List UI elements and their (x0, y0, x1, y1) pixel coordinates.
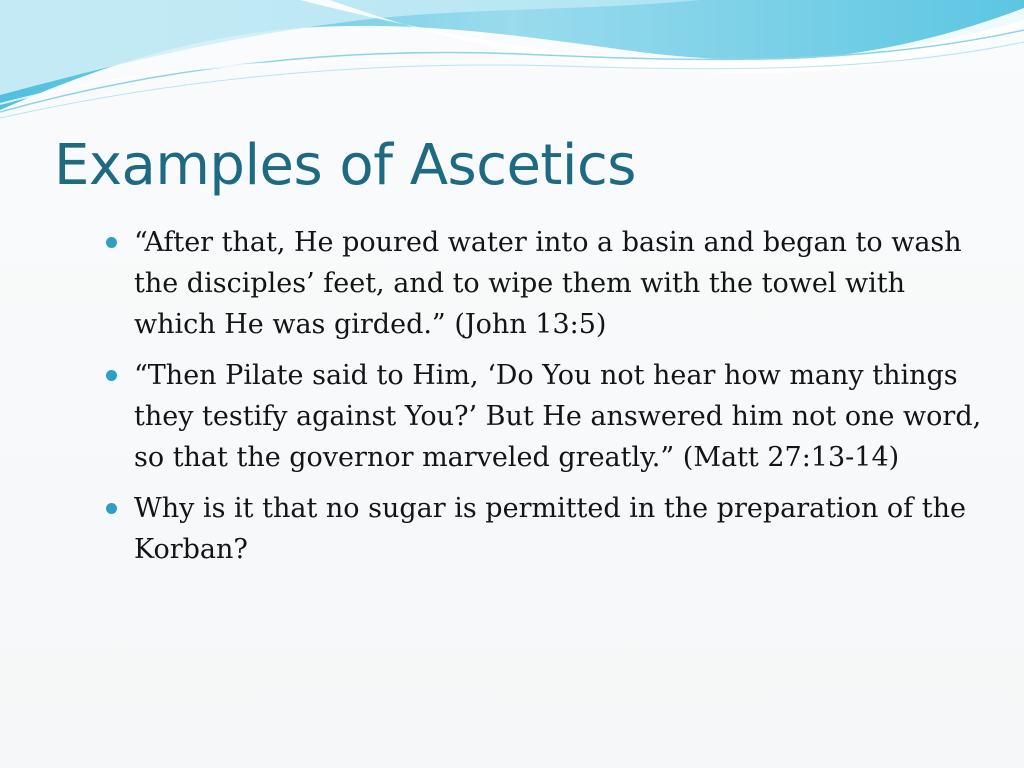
list-item (106, 355, 986, 478)
list-item (106, 488, 986, 570)
bullet-text: “After that, He poured water into a basin and began to wash the disciples’ feet, and to wipe them with the towel with which He was girded.” (John 13:5) (134, 227, 962, 340)
list-item (106, 222, 986, 345)
bullet-text: “Then Pilate said to Him, ‘Do You not hear how many things they testify against You?’ But He answered him not one word, so that the governor marveled greatly.” (Matt 27:13-14) (134, 360, 982, 473)
slide-title: Examples of Ascetics (54, 133, 636, 198)
bullet-icon (106, 370, 117, 381)
bullet-icon (106, 503, 117, 514)
bullet-icon (106, 237, 117, 248)
bullet-list (106, 222, 986, 580)
wave-header-decoration (0, 0, 1024, 130)
bullet-text: Why is it that no sugar is permitted in the preparation of the Korban? (134, 493, 966, 565)
